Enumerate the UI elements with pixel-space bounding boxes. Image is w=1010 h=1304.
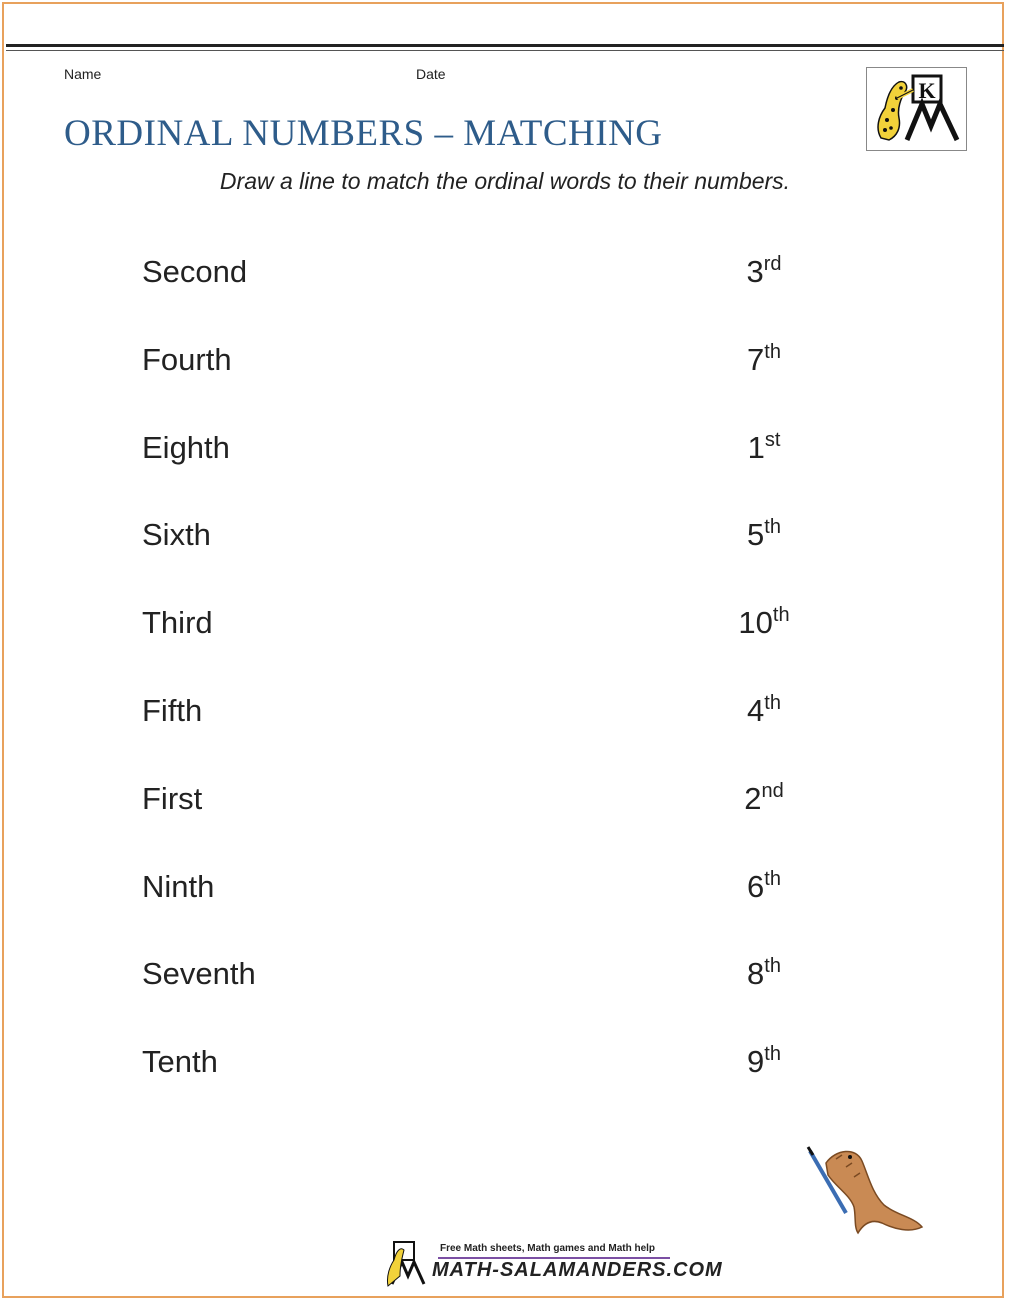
ordinal-number-value: 6 bbox=[747, 868, 765, 904]
ordinal-suffix: th bbox=[764, 516, 781, 539]
salamander-teacher-icon bbox=[867, 68, 966, 150]
ordinal-word: First bbox=[142, 780, 203, 816]
instructions: Draw a line to match the ordinal words to their numbers. bbox=[219, 168, 791, 194]
ordinal-number-value: 9 bbox=[747, 1044, 765, 1080]
ordinal-number-value: 7 bbox=[747, 341, 765, 377]
ordinal-word: Tenth bbox=[142, 1044, 218, 1080]
ordinal-number-value: 10 bbox=[738, 605, 773, 641]
ordinal-word: Sixth bbox=[142, 517, 211, 553]
worksheet-title: ORDINAL NUMBERS – MATCHING bbox=[64, 113, 663, 154]
ordinal-word: Fourth bbox=[142, 341, 232, 377]
ordinal-number-value: 5 bbox=[747, 517, 765, 553]
name-label: Name bbox=[64, 66, 102, 82]
ordinal-suffix: rd bbox=[763, 253, 782, 275]
ordinal-suffix: th bbox=[764, 340, 781, 363]
ordinal-suffix: th bbox=[764, 867, 781, 890]
ordinal-number-value: 1 bbox=[747, 429, 765, 465]
ordinal-suffix: th bbox=[764, 1043, 781, 1066]
ordinal-number bbox=[714, 605, 814, 641]
ordinal-word: Second bbox=[142, 254, 248, 289]
ordinal-number bbox=[714, 869, 814, 905]
ordinal-number bbox=[714, 956, 814, 992]
ordinal-number bbox=[714, 517, 814, 553]
footer-site-name: MATH-SALAMANDERS.COM bbox=[432, 1259, 723, 1281]
ordinal-number bbox=[714, 1044, 814, 1080]
ordinal-number bbox=[714, 781, 814, 817]
header-rule-thin bbox=[6, 50, 1004, 51]
date-label: Date bbox=[416, 66, 446, 82]
ordinal-word: Ninth bbox=[142, 868, 215, 904]
ordinal-number bbox=[714, 693, 814, 729]
ordinal-word: Eighth bbox=[142, 429, 230, 465]
ordinal-suffix: st bbox=[764, 428, 781, 451]
ordinal-word: Fifth bbox=[142, 693, 203, 728]
ordinal-suffix: th bbox=[772, 604, 790, 627]
header-rule bbox=[6, 44, 1004, 47]
ordinal-number bbox=[714, 342, 814, 378]
ordinal-number bbox=[714, 430, 814, 466]
ordinal-number-value: 3 bbox=[746, 254, 764, 289]
ordinal-number-value: 8 bbox=[747, 956, 765, 992]
footer-tagline: Free Math sheets, Math games and Math help bbox=[440, 1243, 656, 1254]
ordinal-suffix: nd bbox=[761, 779, 784, 802]
logo-letter: K bbox=[918, 78, 936, 103]
math-salamanders-logo bbox=[866, 67, 967, 151]
page-border bbox=[2, 2, 1004, 1298]
ordinal-number bbox=[714, 254, 814, 290]
ordinal-number-value: 4 bbox=[747, 693, 765, 728]
ordinal-word: Third bbox=[142, 605, 213, 641]
ordinal-suffix: th bbox=[764, 692, 781, 714]
ordinal-number-value: 2 bbox=[744, 780, 762, 816]
ordinal-word: Seventh bbox=[142, 956, 256, 992]
salamander-illustration bbox=[806, 1143, 926, 1248]
ordinal-suffix: th bbox=[764, 955, 781, 978]
